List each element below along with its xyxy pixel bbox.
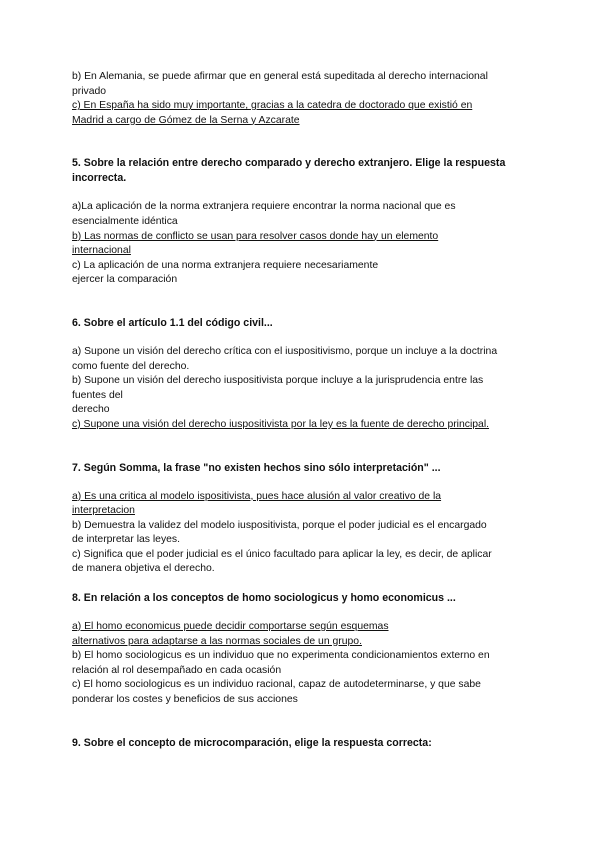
q8-option-c-line2: ponderar los costes y beneficios de sus acciones <box>72 694 298 706</box>
intro-option-c-line1: c) En España ha sido muy importante, gracias a la catedra de doctorado que existió en <box>72 100 473 112</box>
document-page <box>72 70 532 751</box>
q5-option-c-line1: c) La aplicación de una norma extranjera requiere necesariamente <box>72 259 379 271</box>
question-5-title-line1: 5. Sobre la relación entre derecho comparado y derecho extranjero. Elige la respuesta <box>72 157 506 170</box>
q7-option-a-line2: interpretacion <box>72 505 135 517</box>
q8-option-a-line2: alternativos para adaptarse a las normas sociales de un grupo. <box>72 635 362 647</box>
q5-option-a-line2: esencialmente idéntica <box>72 215 178 227</box>
question-6-title: 6. Sobre el artículo 1.1 del código civil... <box>72 316 273 329</box>
intro-option-b-line2: privado <box>72 85 107 97</box>
q7-option-c-line1: c) Significa que el poder judicial es el único facultado para aplicar la ley, es decir, de aplicar <box>72 548 492 560</box>
q6-option-b-line2: fuentes del <box>72 389 123 401</box>
q5-option-c-line2: ejercer la comparación <box>72 274 178 286</box>
q7-option-b-line2: de interpretar las leyes. <box>72 534 181 546</box>
intro-option-c-line2: Madrid a cargo de Gómez de la Serna y Azcarate <box>72 114 300 126</box>
intro-option-b-line1: b) En Alemania, se puede afirmar que en general está supeditada al derecho internacional <box>72 71 488 82</box>
q8-option-c-line1: c) El homo sociologicus es un individuo racional, capaz de autodeterminarse, y que sabe <box>72 679 481 691</box>
q7-option-b-line1: b) Demuestra la validez del modelo iuspositivista, porque el poder judicial es el encargado <box>72 519 487 531</box>
q6-option-b-line3: derecho <box>72 404 110 416</box>
q8-option-b-line1: b) El homo sociologicus es un individuo que no experimenta condicionamientos externo en <box>72 650 490 662</box>
q5-option-b-line1: b) Las normas de conflicto se usan para resolver casos donde hay un elemento <box>72 230 439 242</box>
q5-option-a-line1: a)La aplicación de la norma extranjera requiere encontrar la norma nacional que es <box>72 201 456 213</box>
q6-option-c-line1: c) Supone una visión del derecho iuspositivista por la ley es la fuente de derecho principal. <box>72 418 490 430</box>
q6-option-a-line2: como fuente del derecho. <box>72 360 190 372</box>
q7-option-a-line1: a) Es una critica al modelo ispositivista, pues hace alusión al valor creativo de la <box>72 490 442 502</box>
question-5-title-line2: incorrecta. <box>72 172 127 185</box>
q7-option-c-line2: de manera objetiva el derecho. <box>72 563 215 575</box>
question-7-title: 7. Según Somma, la frase "no existen hechos sino sólo interpretación" ... <box>72 461 441 474</box>
q6-option-a-line1: a) Supone un visión del derecho crítica con el iuspositivismo, porque un incluye a la doctrina <box>72 345 498 357</box>
question-8-title: 8. En relación a los conceptos de homo sociologicus y homo economicus ... <box>72 592 456 605</box>
question-9-title: 9. Sobre el concepto de microcomparación, elige la respuesta correcta: <box>72 736 432 749</box>
q6-option-b-line1: b) Supone un visión del derecho iuspositivista porque incluye a la jurisprudencia entre las <box>72 375 484 387</box>
q8-option-b-line2: relación al rol desempañado en cada ocasión <box>72 664 282 676</box>
q8-option-a-line1: a) El homo economicus puede decidir comportarse según esquemas <box>72 621 389 633</box>
q5-option-b-line2: internacional <box>72 245 131 257</box>
